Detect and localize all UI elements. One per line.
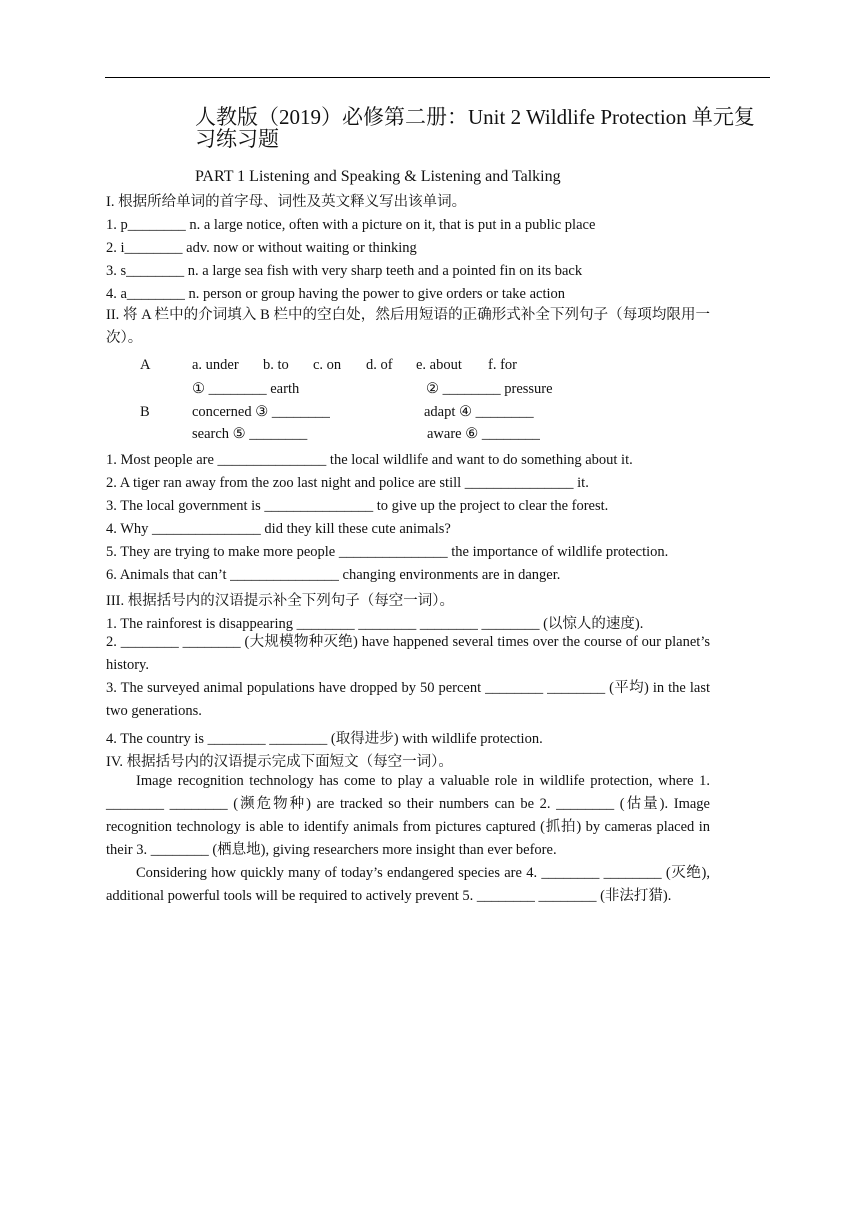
passage-paragraph: Considering how quickly many of today’s endangered species are 4. ________ ________ (灭绝), additional powerful tools will be required to actively prevent 5. ________ ________ (非法打猎).: [106, 865, 710, 904]
option-item: b. to: [263, 357, 289, 373]
column-b-label: B: [140, 404, 150, 420]
section-2-sentence: 5. They are trying to make more people _______________ the importance of wildlife protection.: [106, 544, 669, 560]
section-3-item: 1. The rainforest is disappearing ________ ________ ________ ________ (以惊人的速度).: [106, 616, 644, 632]
section-1-item: 3. s________ n. a large sea fish with very sharp teeth and a pointed fin on its back: [106, 263, 583, 279]
section-3-item: 3. The surveyed animal populations have dropped by 50 percent ________ ________ (平均) in the last two generations.: [106, 680, 710, 719]
option-item: d. of: [366, 357, 393, 373]
page-title: 人教版（2019）必修第二册：Unit 2 Wildlife Protection 单元复习练习题: [195, 105, 755, 151]
phrase-blank: ② ________ pressure: [426, 381, 553, 397]
section-2-sentence: 4. Why _______________ did they kill these cute animals?: [106, 521, 451, 537]
option-item: f. for: [488, 357, 517, 373]
section-1-item: 2. i________ adv. now or without waiting or thinking: [106, 240, 417, 256]
section-2-sentence: 6. Animals that can’t _______________ changing environments are in danger.: [106, 567, 561, 583]
section-2-heading: II. 将 A 栏中的介词填入 B 栏中的空白处，然后用短语的正确形式补全下列句子（每项均限用一次）。: [106, 307, 710, 346]
section-2-sentence: 1. Most people are _______________ the local wildlife and want to do something about it.: [106, 452, 633, 468]
section-1-heading: I. 根据所给单词的首字母、词性及英文释义写出该单词。: [106, 194, 467, 210]
phrase-blank: aware ⑥ ________: [427, 426, 540, 442]
section-3-item: 2. ________ ________ (大规模物种灭绝) have happened several times over the course of our planet’s history.: [106, 634, 710, 673]
column-a-label: A: [140, 357, 151, 373]
part-heading: PART 1 Listening and Speaking & Listening and Talking: [195, 168, 561, 185]
phrase-blank: search ⑤ ________: [192, 426, 308, 442]
section-3-item: 4. The country is ________ ________ (取得进步) with wildlife protection.: [106, 731, 543, 747]
passage-paragraph: Image recognition technology has come to play a valuable role in wildlife protection, where 1. ________ ________ (濒危物种) are tracked so their numbers can be 2. ________ (估量). Image recognition technology is able to identify animals from pictures captured (抓拍) by cameras placed in their 3. ________ (栖息地), giving researchers more insight than ever before.: [106, 773, 710, 858]
phrase-blank: concerned ③ ________: [192, 404, 330, 420]
option-item: e. about: [416, 357, 462, 373]
section-4-heading: IV. 根据括号内的汉语提示完成下面短文（每空一词）。: [106, 754, 453, 770]
option-item: a. under: [192, 357, 239, 373]
section-3-heading: III. 根据括号内的汉语提示补全下列句子（每空一词）。: [106, 593, 454, 609]
section-1-item: 1. p________ n. a large notice, often with a picture on it, that is put in a public place: [106, 217, 596, 233]
phrase-blank: ① ________ earth: [192, 381, 300, 397]
option-item: c. on: [313, 357, 342, 373]
section-2-sentence: 3. The local government is _______________ to give up the project to clear the forest.: [106, 498, 609, 514]
phrase-blank: adapt ④ ________: [424, 404, 534, 420]
section-2-sentence: 2. A tiger ran away from the zoo last night and police are still _______________ it.: [106, 475, 589, 491]
header-rule: [105, 77, 770, 78]
section-1-item: 4. a________ n. person or group having the power to give orders or take action: [106, 286, 566, 302]
